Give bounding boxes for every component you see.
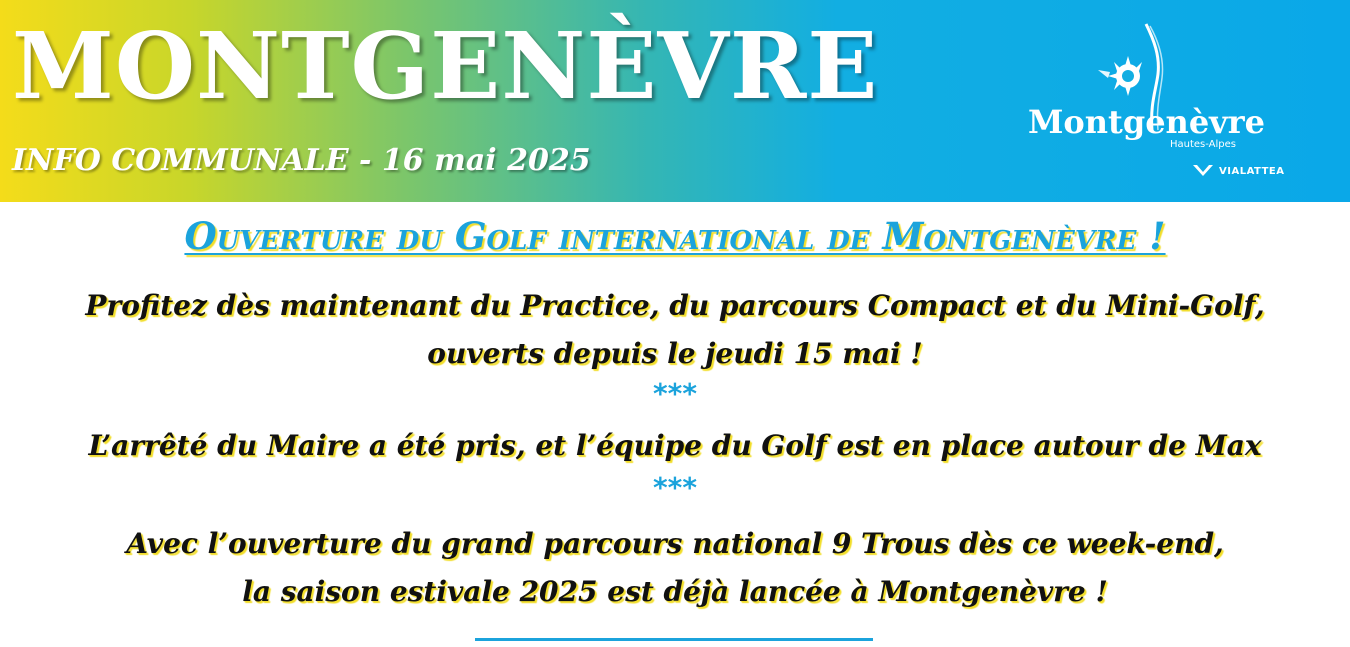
header-banner: [0, 0, 1350, 202]
logo-region-label: Hautes-Alpes: [1170, 139, 1236, 150]
article-body: [0, 202, 1350, 647]
divider-rule: [475, 638, 873, 641]
paragraph-season-line-1: Avec l’ouverture du grand parcours national 9 Trous dès ce week-end,: [126, 527, 1224, 560]
paragraph-season: [0, 520, 1350, 616]
paragraph-decree: L’arrêté du Maire a été pris, et l’équipe du Golf est en place autour de Max: [88, 429, 1262, 462]
page-subtitle: INFO COMMUNALE - 16 mai 2025: [12, 143, 591, 178]
vialattea-chevron-icon: [1192, 164, 1214, 178]
paragraph-opening-line-2: ouverts depuis le jeudi 15 mai !: [427, 337, 923, 370]
montgenevre-logo: [1020, 22, 1330, 192]
paragraph-season-line-2: la saison estivale 2025 est déjà lancée à Montgenèvre !: [242, 575, 1108, 608]
separator-stars: ***: [653, 377, 697, 410]
paragraph-opening-line-1: Profitez dès maintenant du Practice, du parcours Compact et du Mini-Golf,: [85, 289, 1265, 322]
paragraph-opening: [0, 282, 1350, 378]
partner-logo-text: VIALATTEA: [1219, 165, 1285, 177]
partner-logo: [1192, 164, 1284, 178]
page-title: MONTGENÈVRE: [12, 12, 879, 120]
separator-stars: ***: [653, 471, 697, 504]
article-headline: Ouverture du Golf international de Montgenèvre !: [184, 214, 1166, 258]
logo-wordmark: Montgenèvre: [1028, 103, 1265, 141]
